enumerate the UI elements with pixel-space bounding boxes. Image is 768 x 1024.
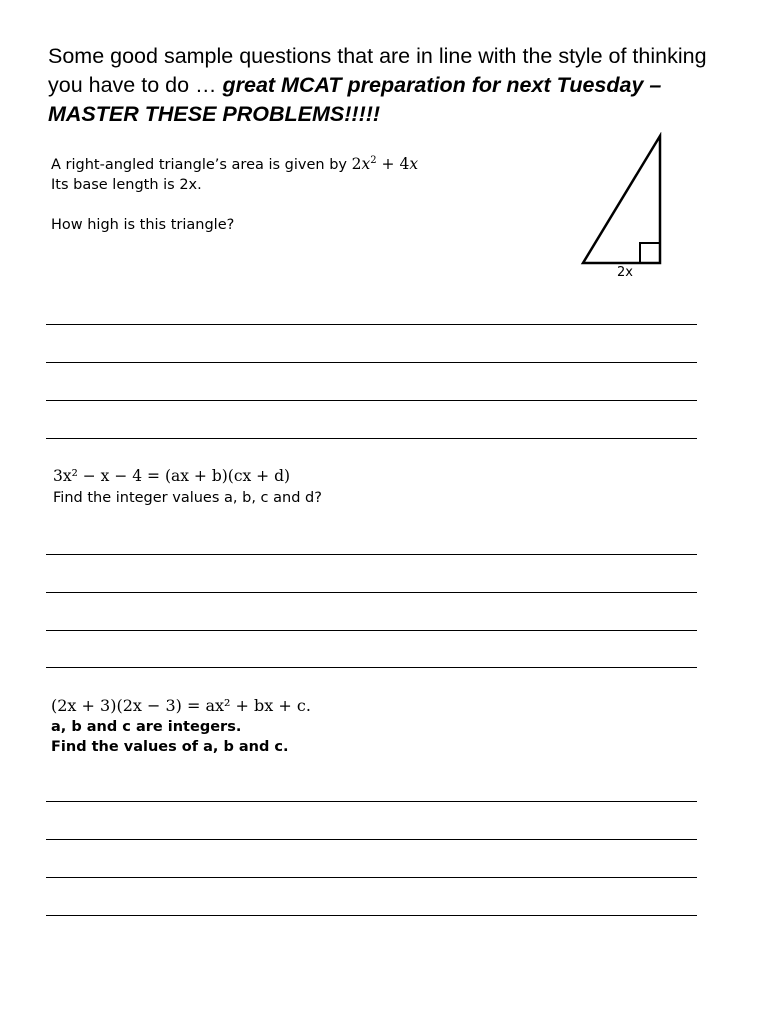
answer-line-1-4 [46, 438, 697, 439]
q3-line-1: a, b and c are integers. [51, 719, 242, 735]
right-triangle-figure [578, 132, 668, 272]
answer-line-2-1 [46, 554, 697, 555]
answer-line-3-3 [46, 877, 697, 878]
question-2 [53, 466, 322, 508]
q3-line-2: Find the values of a, b and c. [51, 739, 289, 755]
right-angle-marker [640, 243, 660, 263]
answer-line-2-2 [46, 592, 697, 593]
answer-line-1-3 [46, 400, 697, 401]
q1-area-expression: $2x^2 + 4x$ [351, 154, 419, 173]
q1-area-text: A right-angled triangle’s area is given by [51, 157, 352, 173]
q2-prompt: Find the integer values a, b, c and d? [53, 490, 322, 506]
q2-equation: 3x² − x − 4 = (ax + b)(cx + d) [53, 467, 291, 485]
intro-plain-text: Some good sample questions that are in line with the style of thinking you have to do … [48, 44, 707, 97]
q1-question-line: How high is this triangle? [51, 217, 235, 233]
answer-line-3-1 [46, 801, 697, 802]
answer-line-2-3 [46, 630, 697, 631]
answer-line-3-4 [46, 915, 697, 916]
answer-line-1-1 [46, 324, 697, 325]
triangle-base-label: 2x [617, 265, 633, 280]
answer-line-2-4 [46, 667, 697, 668]
question-1 [51, 154, 418, 235]
answer-line-1-2 [46, 362, 697, 363]
intro-emphasis-text: great MCAT preparation for next Tuesday – MASTER THESE PROBLEMS!!!!! [48, 73, 662, 126]
answer-line-3-2 [46, 839, 697, 840]
intro-paragraph [48, 42, 738, 129]
q3-equation: (2x + 3)(2x − 3) = ax² + bx + c. [51, 696, 311, 715]
q1-area-line [51, 154, 418, 175]
q1-base-line: Its base length is 2x. [51, 177, 202, 193]
question-3 [51, 696, 311, 757]
